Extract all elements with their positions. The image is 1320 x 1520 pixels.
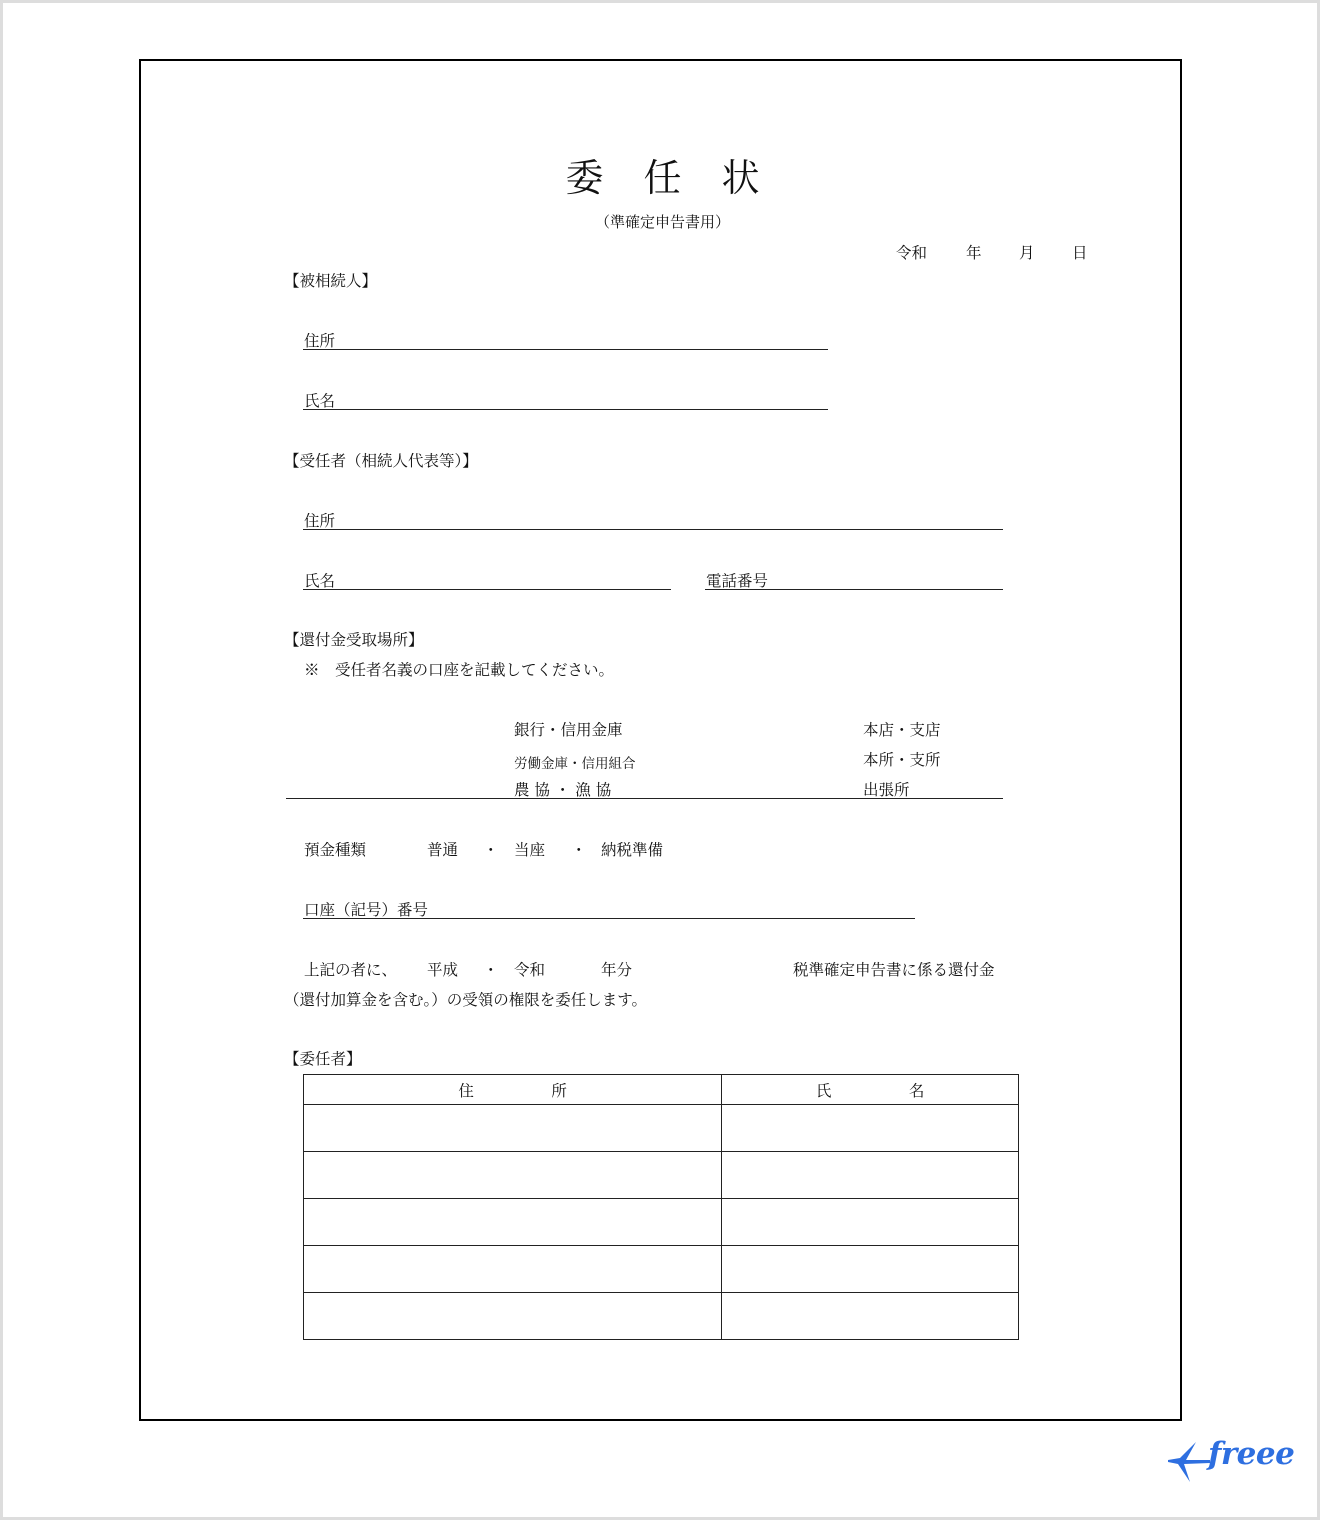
- institution-type-labor: 労働金庫・信用組合: [514, 756, 636, 772]
- logo-text: freee: [1208, 1436, 1295, 1472]
- name-cell[interactable]: [722, 1105, 1019, 1152]
- column-header-address: 住 所: [304, 1075, 722, 1105]
- agent-address-line: [303, 529, 1003, 530]
- decedent-address-label: 住所: [304, 332, 336, 350]
- statement-end: 税準確定申告書に係る還付金: [793, 961, 995, 979]
- address-cell[interactable]: [304, 1246, 722, 1293]
- decedent-name-label: 氏名: [304, 392, 336, 410]
- address-cell[interactable]: [304, 1199, 722, 1246]
- address-cell[interactable]: [304, 1105, 722, 1152]
- name-cell[interactable]: [722, 1246, 1019, 1293]
- account-number-line: [303, 918, 915, 919]
- table-row: [304, 1152, 1019, 1199]
- mandator-heading: 【委任者】: [284, 1050, 362, 1068]
- date-month: 月: [1019, 244, 1035, 262]
- statement-line2: （還付加算金を含む。）の受領の権限を委任します。: [284, 991, 648, 1009]
- agent-address-label: 住所: [304, 512, 336, 530]
- date-day: 日: [1072, 244, 1088, 262]
- branch-type-sub: 出張所: [863, 781, 910, 799]
- column-header-name: 氏 名: [722, 1075, 1019, 1105]
- era-separator: ・: [483, 961, 499, 979]
- agent-name-label: 氏名: [304, 572, 336, 590]
- address-cell[interactable]: [304, 1293, 722, 1340]
- address-cell[interactable]: [304, 1152, 722, 1199]
- name-cell[interactable]: [722, 1199, 1019, 1246]
- name-cell[interactable]: [722, 1293, 1019, 1340]
- deposit-type-current[interactable]: 当座: [514, 841, 546, 859]
- institution-type-bank: 銀行・信用金庫: [514, 721, 623, 739]
- freee-logo: [1166, 1436, 1295, 1484]
- account-number-label: 口座（記号）番号: [304, 901, 429, 919]
- era-option-reiwa[interactable]: 令和: [514, 961, 546, 979]
- table-row: [304, 1246, 1019, 1293]
- institution-type-agri: 農 協 ・ 漁 協: [514, 781, 612, 799]
- branch-type-store: 本店・支店: [863, 721, 941, 739]
- agent-name-line: [303, 589, 671, 590]
- table-row: [304, 1105, 1019, 1152]
- era-option-heisei[interactable]: 平成: [427, 961, 459, 979]
- document-subtitle: （準確定申告書用）: [594, 213, 730, 231]
- date-era: 令和: [896, 244, 928, 262]
- year-suffix: 年分: [601, 961, 633, 979]
- decedent-name-line: [303, 409, 828, 410]
- refund-place-heading: 【還付金受取場所】: [284, 631, 424, 649]
- table-row: [304, 1293, 1019, 1340]
- agent-heading: 【受任者（相続人代表等）】: [284, 452, 478, 470]
- deposit-type-label: 預金種類: [304, 841, 367, 859]
- branch-type-office: 本所・支所: [863, 751, 941, 769]
- agent-phone-line: [705, 589, 1003, 590]
- name-cell[interactable]: [722, 1152, 1019, 1199]
- table-row: [304, 1199, 1019, 1246]
- bank-name-line: [286, 798, 1003, 799]
- date-year: 年: [966, 244, 982, 262]
- statement-start: 上記の者に、: [304, 961, 398, 979]
- table-header-row: [304, 1075, 1019, 1105]
- agent-phone-label: 電話番号: [706, 572, 769, 590]
- power-of-attorney-document: [139, 59, 1182, 1421]
- deposit-type-ordinary[interactable]: 普通: [427, 841, 459, 859]
- mandator-table: [303, 1074, 1019, 1340]
- account-holder-note: ※ 受任者名義の口座を記載してください。: [304, 661, 615, 679]
- decedent-heading: 【被相続人】: [284, 272, 378, 290]
- deposit-type-separator: ・: [571, 841, 587, 859]
- decedent-address-line: [303, 349, 828, 350]
- document-title: 委任状: [565, 156, 800, 200]
- deposit-type-separator: ・: [483, 841, 499, 859]
- swallow-bird-icon: [1166, 1440, 1210, 1484]
- deposit-type-tax-reserve[interactable]: 納税準備: [601, 841, 664, 859]
